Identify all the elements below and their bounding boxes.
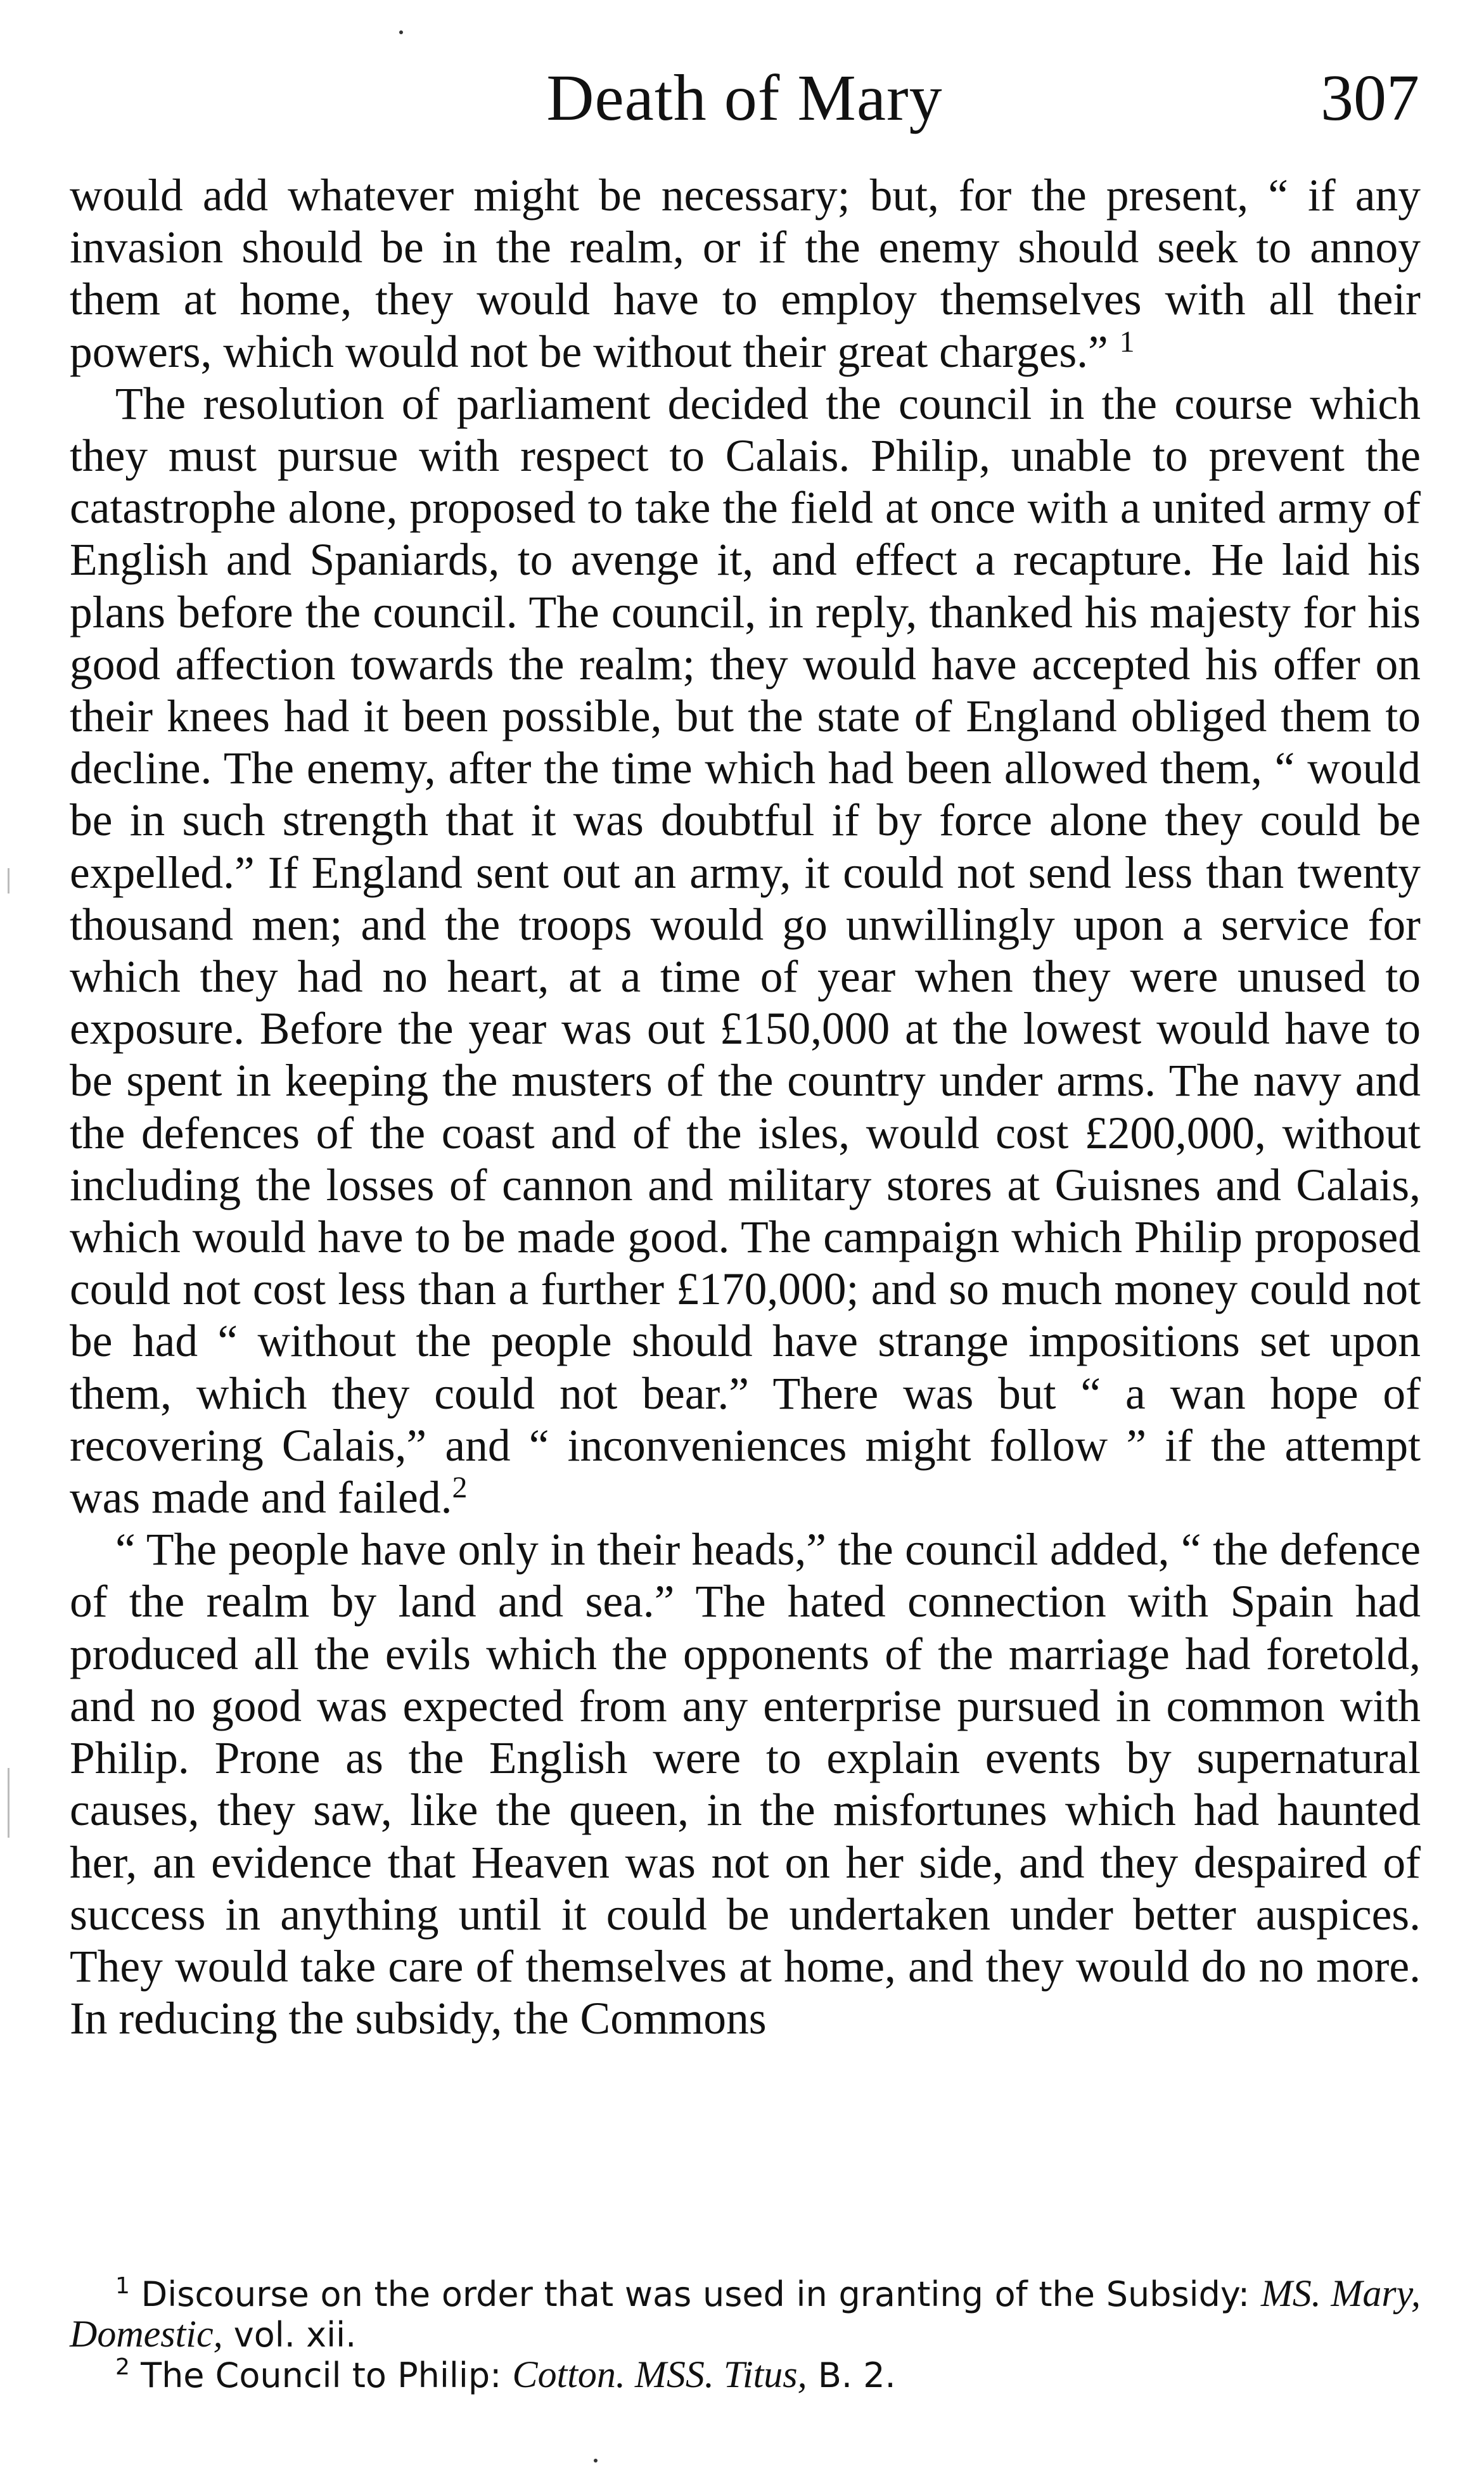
footnote-source-tail: vol. xii. <box>233 2315 357 2355</box>
margin-mark <box>8 868 10 893</box>
page-number: 307 <box>1321 61 1419 134</box>
footnote-ref-1: 1 <box>1119 324 1135 359</box>
margin-mark <box>8 1768 10 1838</box>
print-speck <box>399 30 403 34</box>
footnotes <box>70 2274 1421 2395</box>
paragraph-2-text: The resolution of parliament decided the council in the course which they must pursue with respect to Calais. Philip, unable to prevent the catastrophe alone, proposed to take the field at once with a united army of English and Spaniards, to avenge it, and effect a recapture. He laid his plans before the council. The council, in reply, thanked his majesty for his good affection towards the realm; they would have accepted his offer on their knees had it been possible, but the state of England obliged them to decline. The enemy, after the time which had been allowed them, “ would be in such strength that it was doubtful if by force alone they could be expelled.” If England sent out an army, it could not send less than twenty thousand men; and the troops would go unwillingly upon a service for which they had no heart, at a time of year when they were unused to exposure. Before the year was out £150,000 at the lowest would have to be spent in keeping the musters of the country under arms. The navy and the defences of the coast and of the isles, would cost £200,000, without including the losses of cannon and military stores at Guisnes and Calais, which would have to be made good. The campaign which Philip proposed could not cost less than a further £170,000; and so much money could not be had “ without the people should have strange impositions set upon them, which they could not bear.” There was but “ a wan hope of recovering Calais,” and “ inconveniences might follow ” if the attempt was made and failed. <box>70 378 1421 1523</box>
paragraph-3 <box>70 1524 1421 2045</box>
print-speck <box>594 2459 598 2462</box>
footnote-1 <box>70 2274 1421 2355</box>
footnote-source-tail: B. 2. <box>817 2355 896 2395</box>
paragraph-1 <box>70 170 1421 378</box>
page-header <box>70 60 1419 136</box>
footnote-text: The Council to Philip: <box>141 2355 502 2395</box>
footnote-2 <box>70 2355 1421 2395</box>
footnote-source: Cotton. MSS. Titus, <box>512 2354 807 2395</box>
paragraph-2 <box>70 378 1421 1524</box>
running-title: Death of Mary <box>546 61 943 134</box>
footnote-mark: 1 <box>115 2273 130 2299</box>
body-text <box>70 170 1421 2045</box>
footnote-mark: 2 <box>115 2354 130 2380</box>
paragraph-3-text: “ The people have only in their heads,” the council added, “ the defence of the realm by land and sea.” The hated connection with Spain had produced all the evils which the opponents of the marriage had foretold, and no good was expected from any enterprise pursued in common with Philip. Prone as the English were to explain events by supernatural causes, they saw, like the queen, in the misfortunes which had haunted her, an evidence that Heaven was not on her side, and they despaired of success in anything until it could be undertaken under better auspices. They would take care of themselves at home, and they would do no more. In reducing the subsidy, the Commons <box>70 1525 1421 2044</box>
footnote-text: Discourse on the order that was used in granting of the Subsidy: <box>141 2274 1250 2314</box>
footnote-ref-2: 2 <box>452 1471 468 1505</box>
footnote-source: MS. Mary, Domestic, <box>70 2272 1421 2355</box>
paragraph-1-text: would add whatever might be necessary; but, for the present, “ if any invasion should be in the realm, or if the enemy should seek to annoy them at home, they would have to employ themselves with all their powers, which would not be without their great charges.” <box>70 170 1421 377</box>
